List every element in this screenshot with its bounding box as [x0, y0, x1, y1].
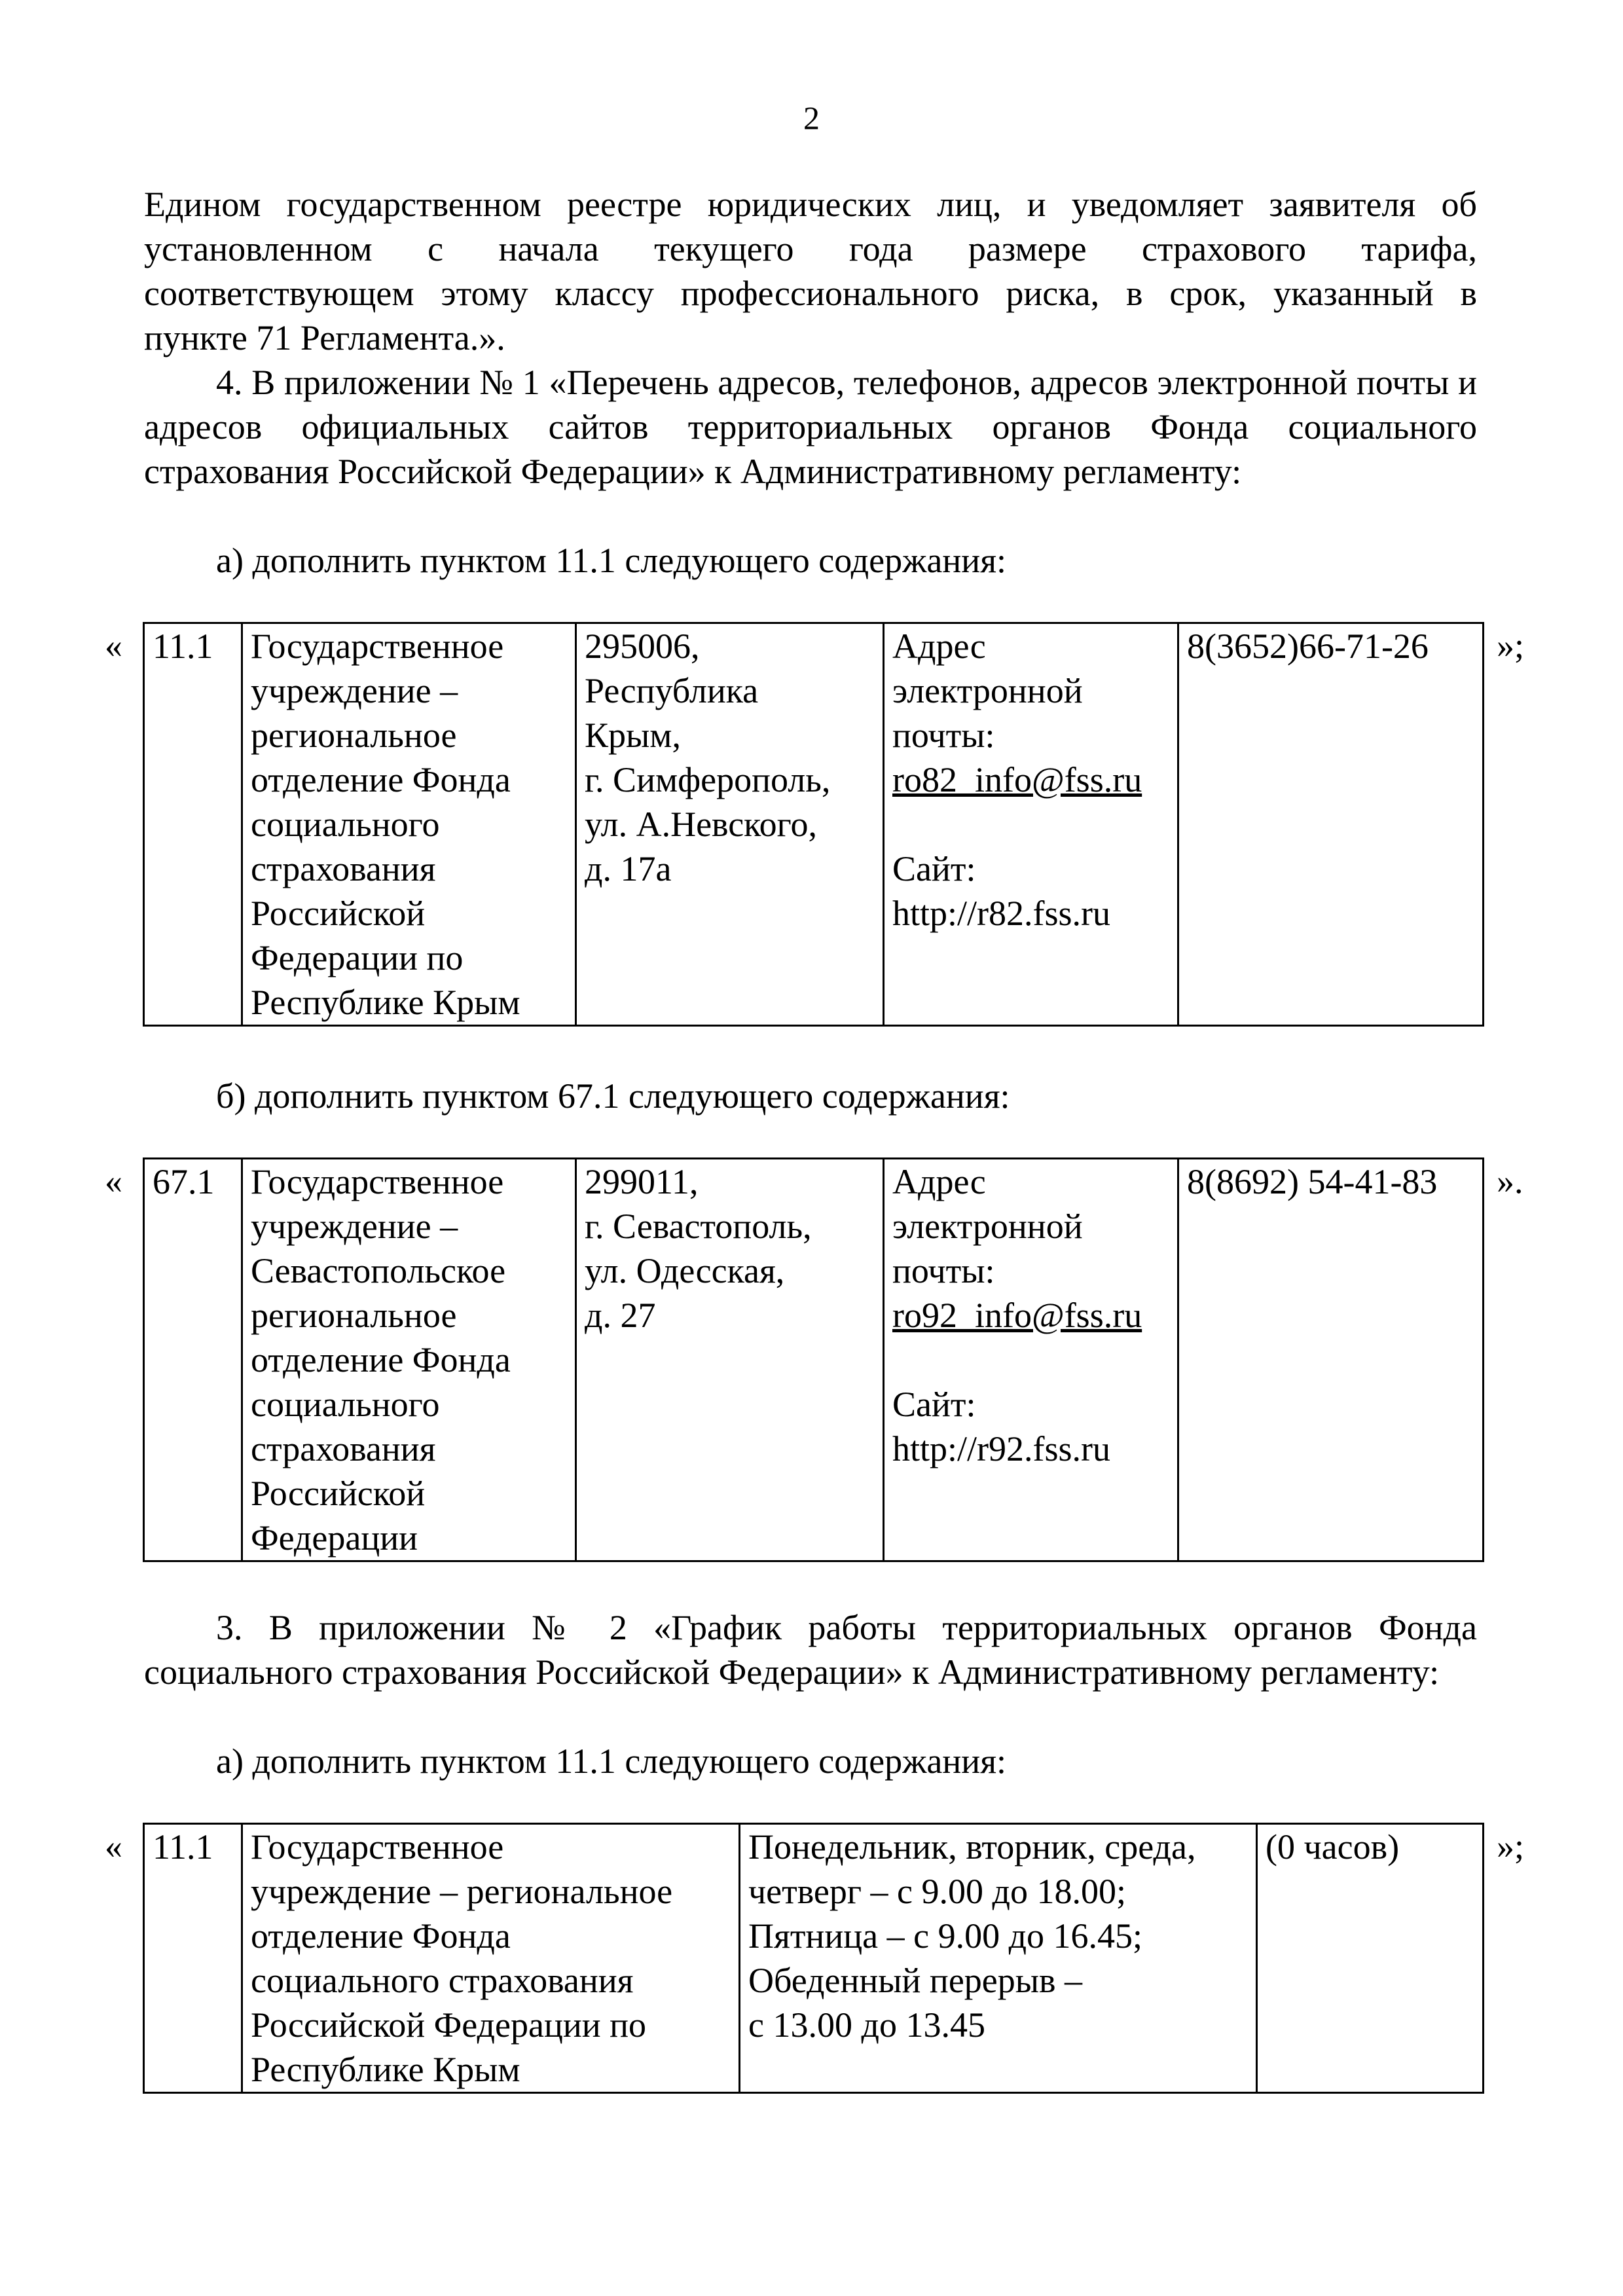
organization-cell: Государственное учреждение – региональное отделение Фонда социального страхования Российской Федерации по Республике Крым — [242, 1824, 740, 2093]
table-row — [144, 1824, 1484, 2093]
section-4-sub-a: а) дополнить пунктом 11.1 следующего содержания: — [216, 541, 1007, 580]
email-link[interactable]: ro92_info@fss.ru — [892, 1296, 1142, 1335]
table-a-open-quote: « — [105, 626, 122, 665]
item-number: 11.1 — [144, 1824, 242, 2093]
email-link[interactable]: ro82_info@fss.ru — [892, 760, 1142, 799]
table-b-open-quote: « — [105, 1161, 122, 1201]
table-c — [143, 1823, 1484, 2094]
intro-line: пункте 71 Регламента.». — [144, 318, 505, 357]
schedule-cell: Понедельник, вторник, среда, четверг – с 9.00 до 18.00; Пятница – с 9.00 до 16.45; Обеденный перерыв – с 13.00 до 13.45 — [740, 1824, 1257, 2093]
table-b-close-quote: ». — [1497, 1161, 1523, 1201]
site-link[interactable]: http://r82.fss.ru — [892, 894, 1110, 933]
contacts-cell: Адрес электронной почты: ro82_info@fss.ru Сайт: http://r82.fss.ru — [884, 623, 1178, 1026]
time-offset-cell: (0 часов) — [1257, 1824, 1484, 2093]
table-a — [143, 622, 1484, 1027]
organization-cell: Государственное учреждение – региональное отделение Фонда социального страхования Российской Федерации по Республике Крым — [242, 623, 576, 1026]
table-row — [144, 623, 1484, 1026]
page-number: 2 — [803, 100, 820, 136]
table-c-close-quote: »; — [1497, 1827, 1525, 1866]
address-cell: 299011, г. Севастополь, ул. Одесская, д. 27 — [576, 1159, 884, 1561]
phone-cell: 8(3652)66-71-26 — [1178, 623, 1484, 1026]
table-c-open-quote: « — [105, 1827, 122, 1866]
phone-cell: 8(8692) 54-41-83 — [1178, 1159, 1484, 1561]
intro-line: Едином государственном реестре юридических лиц, и уведомляет заявителя об — [144, 185, 1477, 224]
item-number: 67.1 — [144, 1159, 242, 1561]
section-3-paragraph: 3. В приложении № 2 «График работы территориальных органов Фонда социального страхования Российской Федерации» к Административному регламенту: — [144, 1608, 1477, 1692]
item-number: 11.1 — [144, 623, 242, 1026]
section-4-sub-b: б) дополнить пунктом 67.1 следующего содержания: — [216, 1076, 1010, 1116]
organization-cell: Государственное учреждение – Севастопольское региональное отделение Фонда социального страхования Российской Федерации — [242, 1159, 576, 1561]
intro-line: соответствующем этому классу профессионального риска, в срок, указанный в — [144, 274, 1477, 313]
table-a-close-quote: »; — [1497, 626, 1525, 665]
address-cell: 295006, Республика Крым, г. Симферополь, ул. А.Невского, д. 17а — [576, 623, 884, 1026]
site-link[interactable]: http://r92.fss.ru — [892, 1429, 1110, 1468]
section-4-paragraph: 4. В приложении № 1 «Перечень адресов, телефонов, адресов электронной почты и адресов официальных сайтов территориальных органов Фонда социального страхования Российской Федерации» к Административному регламенту: — [144, 363, 1477, 491]
table-b — [143, 1157, 1484, 1562]
section-3-sub-a: а) дополнить пунктом 11.1 следующего содержания: — [216, 1741, 1007, 1781]
intro-line: установленном с начала текущего года размере страхового тарифа, — [144, 229, 1477, 268]
table-row — [144, 1159, 1484, 1561]
contacts-cell: Адрес электронной почты: ro92_info@fss.ru Сайт: http://r92.fss.ru — [884, 1159, 1178, 1561]
